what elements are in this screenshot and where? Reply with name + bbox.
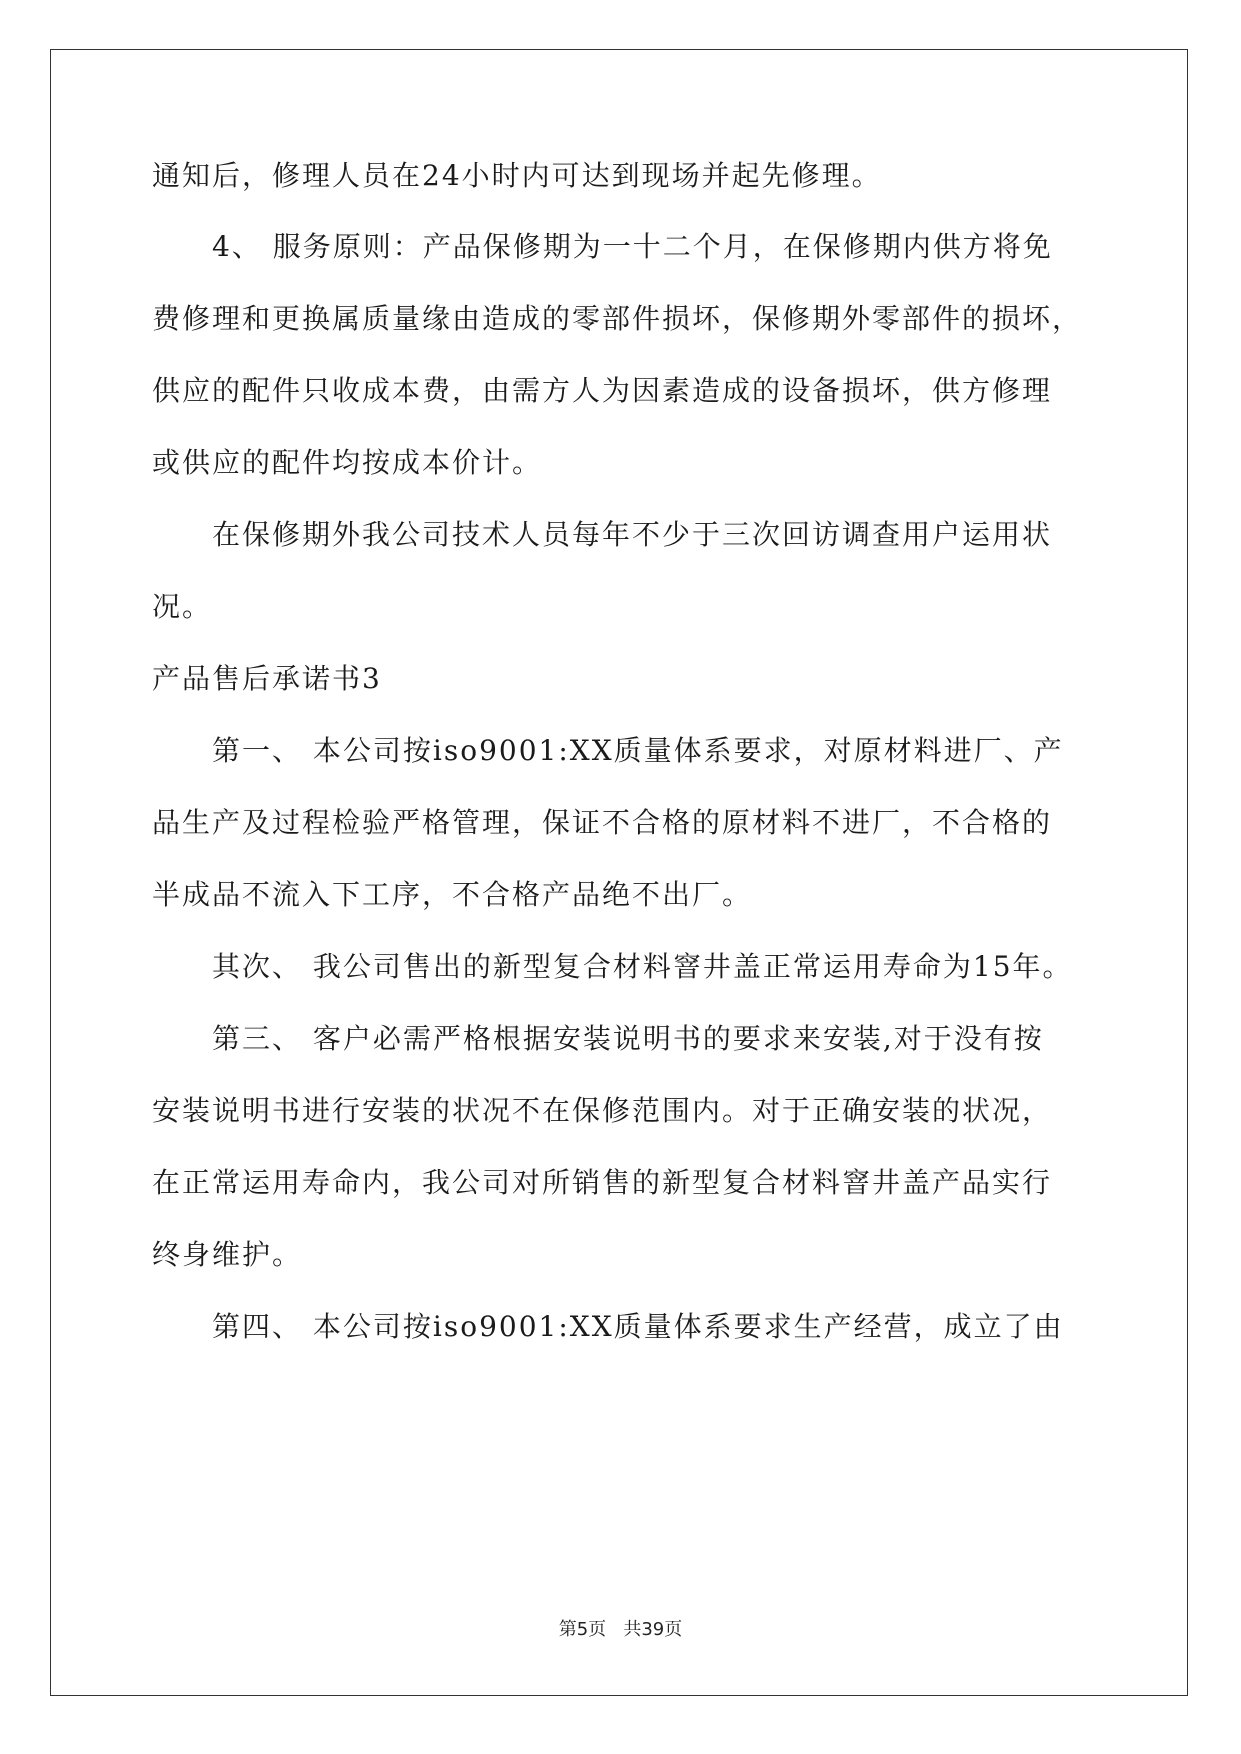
page-footer (0, 1615, 1241, 1641)
section-heading: 产品售后承诺书3 (152, 662, 382, 695)
page-number: 第5页 (558, 1619, 607, 1640)
body-text-line: 第四、 本公司按iso9001:XX质量体系要求生产经营，成立了由 (212, 1310, 1064, 1343)
body-text-line: 终身维护。 (152, 1238, 303, 1271)
body-text-line: 半成品不流入下工序，不合格产品绝不出厂。 (152, 878, 753, 911)
body-text-line: 或供应的配件均按成本价计。 (152, 446, 543, 479)
body-text-line: 在保修期外我公司技术人员每年不少于三次回访调查用户运用状 (212, 518, 1053, 551)
body-text-line: 供应的配件只收成本费，由需方人为因素造成的设备损坏，供方修理 (152, 374, 1053, 407)
body-text-line: 第一、 本公司按iso9001:XX质量体系要求，对原材料进厂、产 (212, 734, 1064, 767)
body-text-line: 况。 (152, 590, 213, 623)
body-text-line: 费修理和更换属质量缘由造成的零部件损坏，保修期外零部件的损坏， (152, 302, 1083, 335)
body-text-line: 安装说明书进行安装的状况不在保修范围内。对于正确安装的状况， (152, 1094, 1053, 1127)
body-text-line: 其次、 我公司售出的新型复合材料窨井盖正常运用寿命为15年。 (212, 950, 1073, 983)
body-text-line: 第三、 客户必需严格根据安装说明书的要求来安装,对于没有按 (212, 1022, 1044, 1055)
body-text-line: 品生产及过程检验严格管理，保证不合格的原材料不进厂，不合格的 (152, 806, 1053, 839)
page-border (50, 49, 1188, 1696)
body-text-line: 通知后，修理人员在24小时内可达到现场并起先修理。 (152, 159, 882, 192)
body-text-line: 在正常运用寿命内，我公司对所销售的新型复合材料窨井盖产品实行 (152, 1166, 1053, 1199)
total-pages: 共39页 (623, 1619, 683, 1640)
body-text-line: 4、 服务原则：产品保修期为一十二个月，在保修期内供方将免 (212, 230, 1053, 263)
